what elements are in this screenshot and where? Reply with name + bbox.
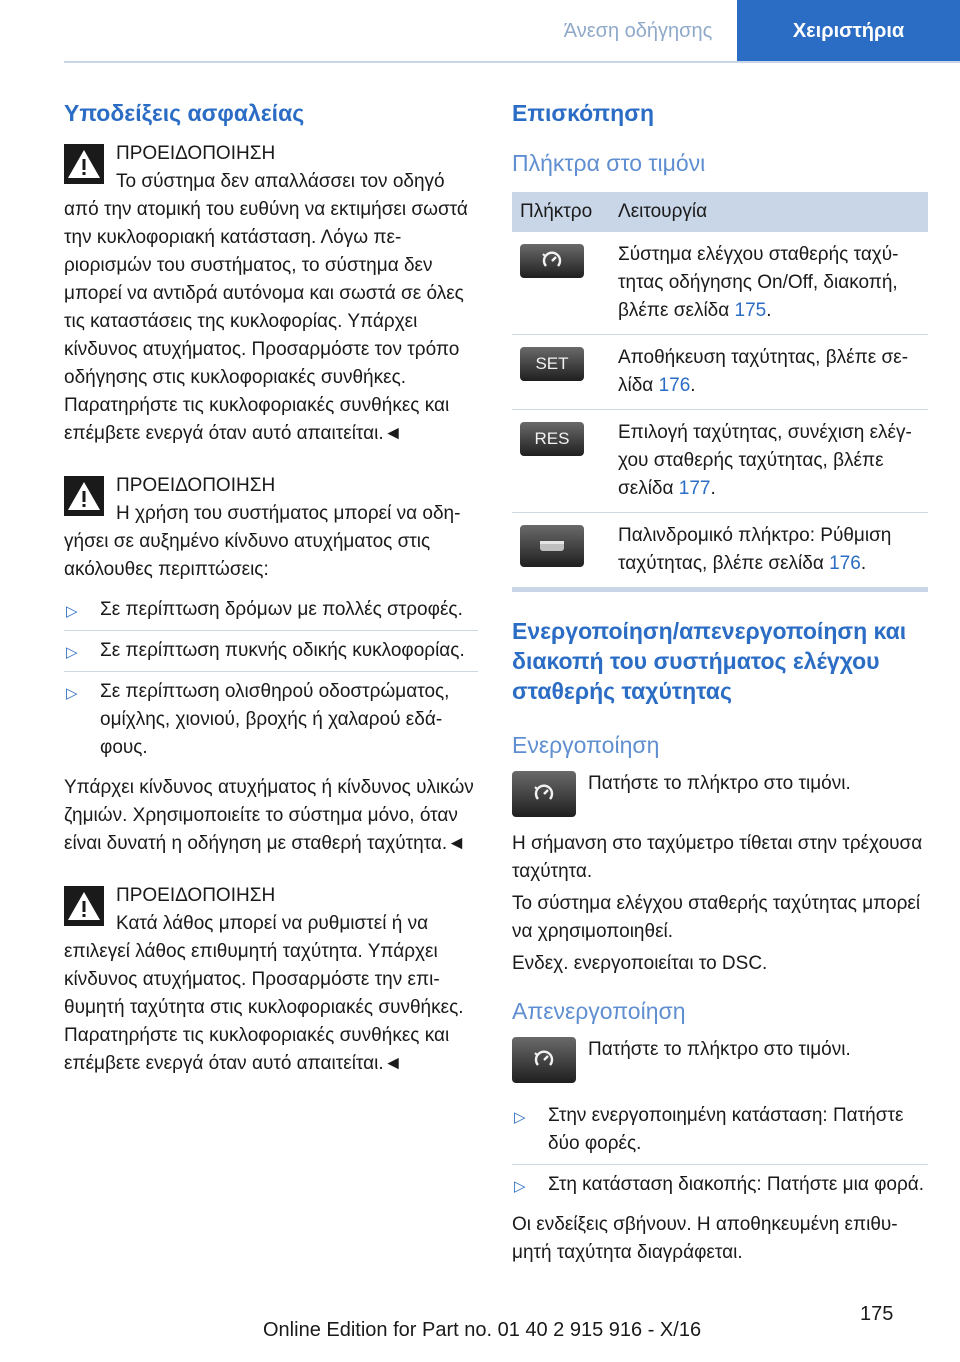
page-link[interactable]: 176 xyxy=(829,553,861,574)
bullet-list xyxy=(512,1096,928,1205)
list-item: ▷ Στη κατάσταση διακοπής: Πατήστε μια φορά. xyxy=(512,1165,928,1205)
res-key: RES xyxy=(520,422,584,456)
deactivate-instruction xyxy=(512,1036,928,1082)
function-cell: Αποθήκευση ταχύτητας, βλέπε σελίδα 176. xyxy=(610,335,928,410)
triangle-bullet-icon: ▷ xyxy=(66,603,78,620)
warning-icon xyxy=(64,144,104,184)
warning-block-1 xyxy=(64,140,478,448)
activate-paragraph-3: Ενδεχ. ενεργοποιείται το DSC. xyxy=(512,953,768,974)
safety-heading: Υποδείξεις ασφαλείας xyxy=(64,100,305,126)
table-header-row xyxy=(512,192,928,232)
list-item: ▷ Σε περίπτωση πυκνής οδικής κυκλοφορίας. xyxy=(64,631,478,672)
header-bar xyxy=(0,0,960,62)
edition-footer: Online Edition for Part no. 01 40 2 915 916 - X/16 xyxy=(263,1319,702,1341)
keys-table xyxy=(512,192,928,587)
triangle-bullet-icon: ▷ xyxy=(66,644,78,661)
warning-title: ΠΡΟΕΙΔΟΠΟΙΗΣΗ xyxy=(116,475,276,496)
triangle-bullet-icon: ▷ xyxy=(66,685,78,702)
table-row xyxy=(512,410,928,513)
warning-block-3 xyxy=(64,882,478,1078)
function-cell: Επιλογή ταχύτητας, συνέχιση ελέγχου σταθερής ταχύτητας, βλέπε σελίδα 177. xyxy=(610,410,928,513)
warning-title: ΠΡΟΕΙΔΟΠΟΙΗΣΗ xyxy=(116,885,276,906)
triangle-bullet-icon: ▷ xyxy=(514,1178,526,1195)
activate-paragraph-2: Το σύστημα ελέγχου σταθερής ταχύτητας μπορεί να χρησιμοποιηθεί. xyxy=(512,893,921,942)
warning-icon xyxy=(64,476,104,516)
rocker-switch-key xyxy=(520,525,584,567)
list-item: ▷ Σε περίπτωση δρόμων με πολλές στροφές. xyxy=(64,590,478,631)
warning-text: Το σύστημα δεν απαλλάσσει τον οδηγό από την ατομική του ευθύνη να εκτιμήσει σωστά την κυκλοφοριακή κατάσταση. Λόγω περιορισμών του συστήματος, το σύστημα δεν μπορεί να αντιδρά αυτόνομα και σωστά σε όλες τις καταστάσεις της κυκλοφορίας. Υπάρχει κίνδυνος ατυχήματος. Προσαρμόστε τον τρόπο οδήγησης στις κυκλοφοριακές συνθήκες. Παρατηρήστε τις κυκλοφοριακές συνθήκες και επέμβετε ενεργά όταν αυτό απαιτείται.◄ xyxy=(64,171,468,444)
warning-title: ΠΡΟΕΙΔΟΠΟΙΗΣΗ xyxy=(116,143,276,164)
table-row xyxy=(512,232,928,335)
cruise-control-icon xyxy=(529,783,559,805)
deactivate-heading: Απενεργοποίηση xyxy=(512,998,686,1024)
bullet-list xyxy=(64,590,478,768)
column-header-key: Πλήκτρο xyxy=(512,192,610,232)
activate-paragraph-1: Η σήμανση στο ταχύμετρο τίθεται στην τρέχουσα ταχύτητα. xyxy=(512,833,923,882)
set-key: SET xyxy=(520,347,584,381)
page-number: 175 xyxy=(860,1303,894,1325)
press-key-text: Πατήστε το πλήκτρο στο τιμόνι. xyxy=(588,773,851,794)
risk-paragraph: Υπάρχει κίνδυνος ατυχήματος ή κίνδυνος υλικών ζημιών. Χρησιμοποιείτε το σύστημα μόνο, όταν είναι δυνατή η οδήγηση με σταθερή ταχύτητα.◄ xyxy=(64,777,474,854)
active-section-tab[interactable]: Χειριστήρια xyxy=(737,0,960,62)
column-header-function: Λειτουργία xyxy=(610,192,928,232)
triangle-bullet-icon: ▷ xyxy=(514,1109,526,1126)
list-item: ▷ Σε περίπτωση ολισθηρού οδοστρώματος, ομίχλης, χιονιού, βροχής ή χαλαρού εδάφους. xyxy=(66,681,450,758)
cruise-control-key xyxy=(512,771,576,817)
left-column xyxy=(64,98,478,1078)
activate-instruction xyxy=(512,770,928,816)
list-item: ▷ Στην ενεργοποιημένη κατάσταση: Πατήστε δύο φορές. xyxy=(512,1096,928,1165)
cruise-control-key xyxy=(512,1037,576,1083)
table-row xyxy=(512,513,928,588)
overview-heading: Επισκόπηση xyxy=(512,100,654,126)
deactivate-paragraph: Οι ενδείξεις σβήνουν. Η αποθηκευμένη επιθυμητή ταχύτητα διαγράφεται. xyxy=(512,1214,898,1263)
table-bottom-rule xyxy=(512,587,928,592)
cruise-control-icon xyxy=(537,250,567,272)
rocker-switch-icon xyxy=(537,535,567,557)
activate-heading: Ενεργοποίηση xyxy=(512,732,660,758)
steering-keys-heading: Πλήκτρα στο τιμόνι xyxy=(512,150,706,176)
section-tab[interactable]: Άνεση οδήγησης xyxy=(563,20,713,42)
right-column xyxy=(512,98,928,1267)
page-link[interactable]: 175 xyxy=(734,300,767,321)
header-divider xyxy=(64,61,960,63)
function-cell: Σύστημα ελέγχου σταθερής ταχύτητας οδήγησης On/Off, διακοπή, βλέπε σελίδα 175. xyxy=(610,232,928,335)
activation-section-heading: Ενεργοποίηση/απενεργοποίηση και διακοπή του συστήματος ελέγχου σταθερής ταχύτητας xyxy=(512,618,907,704)
page-link[interactable]: 177 xyxy=(678,478,711,499)
function-cell: Παλινδρομικό πλήκτρο: Ρύθμιση ταχύτητας, βλέπε σελίδα 176. xyxy=(618,525,892,574)
warning-text: Κατά λάθος μπορεί να ρυθμιστεί ή να επιλεγεί λάθος επιθυμητή ταχύτητα. Υπάρχει κίνδυνος ατυχήματος. Προσαρμόστε την επιθυμητή ταχύτητα στις κυκλοφοριακές συνθήκες. Παρατηρήστε τις κυκλοφοριακές συνθήκες και επέμβετε ενεργά όταν αυτό απαιτείται.◄ xyxy=(64,913,464,1074)
cruise-control-icon xyxy=(529,1049,559,1071)
warning-block-2 xyxy=(64,472,478,584)
page-link[interactable]: 176 xyxy=(658,375,691,396)
cruise-control-key xyxy=(520,244,584,278)
press-key-text: Πατήστε το πλήκτρο στο τιμόνι. xyxy=(588,1039,851,1060)
table-row xyxy=(512,335,928,410)
warning-text: Η χρήση του συστήματος μπορεί να οδηγήσει σε αυξημένο κίνδυνο ατυχήματος στις ακόλουθες περιπτώσεις: xyxy=(64,503,461,580)
warning-icon xyxy=(64,886,104,926)
